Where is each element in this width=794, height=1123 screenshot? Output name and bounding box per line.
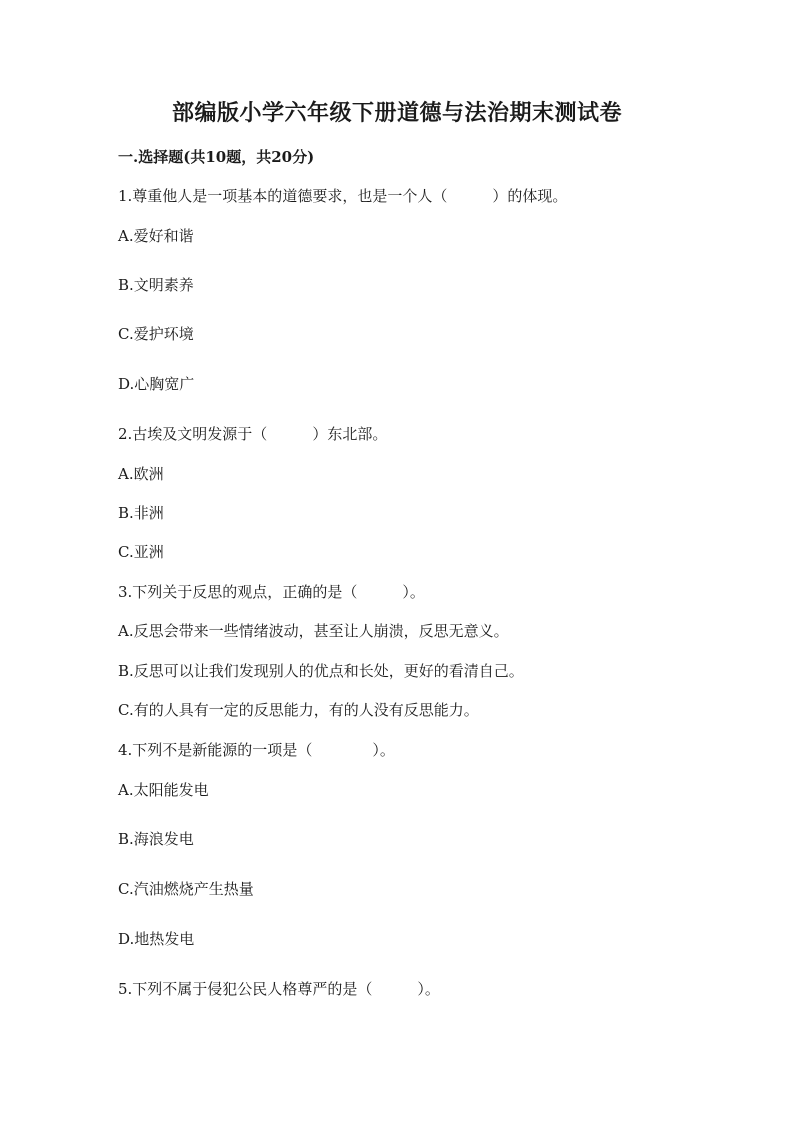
- option-4a: A.太阳能发电: [118, 781, 209, 799]
- question-stem-3: 3.下列关于反思的观点，正确的是（ ）。: [118, 583, 425, 601]
- option-1c: C.爱护环境: [118, 325, 194, 343]
- option-3b: B.反思可以让我们发现别人的优点和长处，更好的看清自己。: [118, 662, 524, 680]
- option-2c: C.亚洲: [118, 543, 164, 561]
- section-heading: 一.选择题(共10题，共20分): [118, 148, 315, 166]
- option-2b: B.非洲: [118, 504, 164, 522]
- option-4b: B.海浪发电: [118, 830, 194, 848]
- question-stem-2: 2.古埃及文明发源于（ ）东北部。: [118, 425, 388, 443]
- option-3c: C.有的人具有一定的反思能力，有的人没有反思能力。: [118, 701, 479, 719]
- option-1a: A.爱好和谐: [118, 227, 194, 245]
- option-1d: D.心胸宽广: [118, 375, 195, 393]
- page-title: 部编版小学六年级下册道德与法治期末测试卷: [171, 100, 622, 126]
- option-3a: A.反思会带来一些情绪波动，甚至让人崩溃，反思无意义。: [118, 622, 509, 640]
- question-stem-5: 5.下列不属于侵犯公民人格尊严的是（ ）。: [118, 980, 440, 998]
- question-stem-1: 1.尊重他人是一项基本的道德要求，也是一个人（ ）的体现。: [118, 187, 568, 205]
- option-2a: A.欧洲: [118, 465, 164, 483]
- option-4d: D.地热发电: [118, 930, 195, 948]
- option-1b: B.文明素养: [118, 276, 194, 294]
- option-4c: C.汽油燃烧产生热量: [118, 880, 254, 898]
- question-stem-4: 4.下列不是新能源的一项是（ ）。: [118, 741, 395, 759]
